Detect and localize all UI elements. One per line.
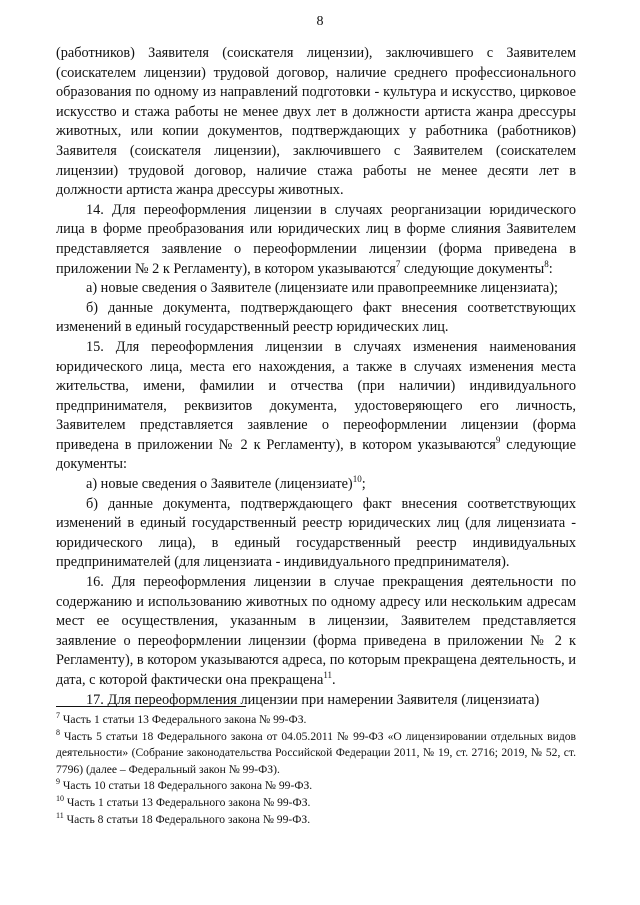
footnote-divider <box>56 706 246 707</box>
footnote-ref: 11 <box>323 670 332 681</box>
footnote: $^{10}$ Часть 1 статьи 13 Федерального закона № 99-ФЗ. <box>56 794 311 809</box>
paragraph-14: 14. Для переоформления лицензии в случаях реорганизации юридического лица в форме преобразования или юридических лиц в форме слияния Заявителем представляется заявление о переоформлении лицензии (форма приведена в приложении № 2 к Регламенту), в котором указываются$^7$ следующие документы$^8$: <box>56 201 576 277</box>
footnote: $^{11}$ Часть 8 статьи 18 Федерального закона № 99-ФЗ. <box>56 810 311 826</box>
footnote: $^8$ Часть 5 статьи 18 Федерального закона от 04.05.2011 № 99-ФЗ «О лицензировании отдельных видов деятельности» (Собрание законодательства Российской Федерации 2011, № 19, ст. 2716; 2019, № 52, ст. 7796) (далее – Федеральный закон № 99-ФЗ). <box>56 727 576 776</box>
paragraph-14a: а) новые сведения о Заявителе (лицензиате или правопреемнике лицензиата); <box>86 280 559 297</box>
footnote-ref: 9 <box>495 435 501 446</box>
footnote-ref: 7 <box>395 258 401 269</box>
footnotes <box>56 712 576 828</box>
footnote-ref: 10 <box>352 474 362 485</box>
paragraph-15b: б) данные документа, подтверждающего факт внесения соответствующих изменений в единый государственный реестр юридических лиц (для лицензиата - юридического лица), в единый государственный реестр индивидуальных предпринимателей (для лицензиата - индивидуального предпринимателя). <box>56 495 576 571</box>
document-body <box>56 44 576 710</box>
page-number: 8 <box>316 14 324 29</box>
paragraph-17: 17. Для переоформления лицензии при намерении Заявителя (лицензиата) <box>86 691 540 708</box>
paragraph-15a: а) новые сведения о Заявителе (лицензиате)$^{10}$; <box>86 474 366 493</box>
paragraph-continuation: (работников) Заявителя (соискателя лицензии), заключившего с Заявителем (соискателем лицензии) трудовой договор, наличие среднего профессионального образования по одному из направлений подготовки - культура и искусство, цирковое искусство и стажа работы не менее двух лет в должности артиста жанра дрессуры животных, или копии документов, подтверждающих у работника (работников) Заявителя (соискателя лицензии), заключившего с Заявителем (соискателем лицензии) трудовой договор, наличие стажа работы не менее десяти лет в должности артиста жанра дрессуры животных. <box>56 45 576 199</box>
paragraph-16: 16. Для переоформления лицензии в случае прекращения деятельности по содержанию и использованию животных по одному адресу или нескольким адресам мест ее осуществления, указанным в лицензии, Заявителем представляется заявление о переоформлении лицензии (форма приведена в приложении № 2 к Регламенту), в котором указываются адреса, по которым прекращена деятельность, и дата, с которой фактически она прекращена$^{11}$. <box>56 574 576 688</box>
footnote-ref: 8 <box>544 258 549 269</box>
paragraph-15: 15. Для переоформления лицензии в случаях изменения наименования юридического лица, места его нахождения, а также в случаях изменения места жительства, имени, фамилии и отчества (при наличии) индивидуального предпринимателя, реквизитов документа, удостоверяющего его личность, Заявителем представляется заявление о переоформлении лицензии (форма приведена в приложении № 2 к Регламенту), в котором указываются$^9$ следующие документы: <box>56 338 576 473</box>
paragraph-14b: б) данные документа, подтверждающего факт внесения соответствующих изменений в единый государственный реестр юридических лиц. <box>56 299 576 336</box>
footnote: $^9$ Часть 10 статьи 18 Федерального закона № 99-ФЗ. <box>56 777 313 793</box>
footnote: $^7$ Часть 1 статьи 13 Федерального закона № 99-ФЗ. <box>56 711 307 726</box>
